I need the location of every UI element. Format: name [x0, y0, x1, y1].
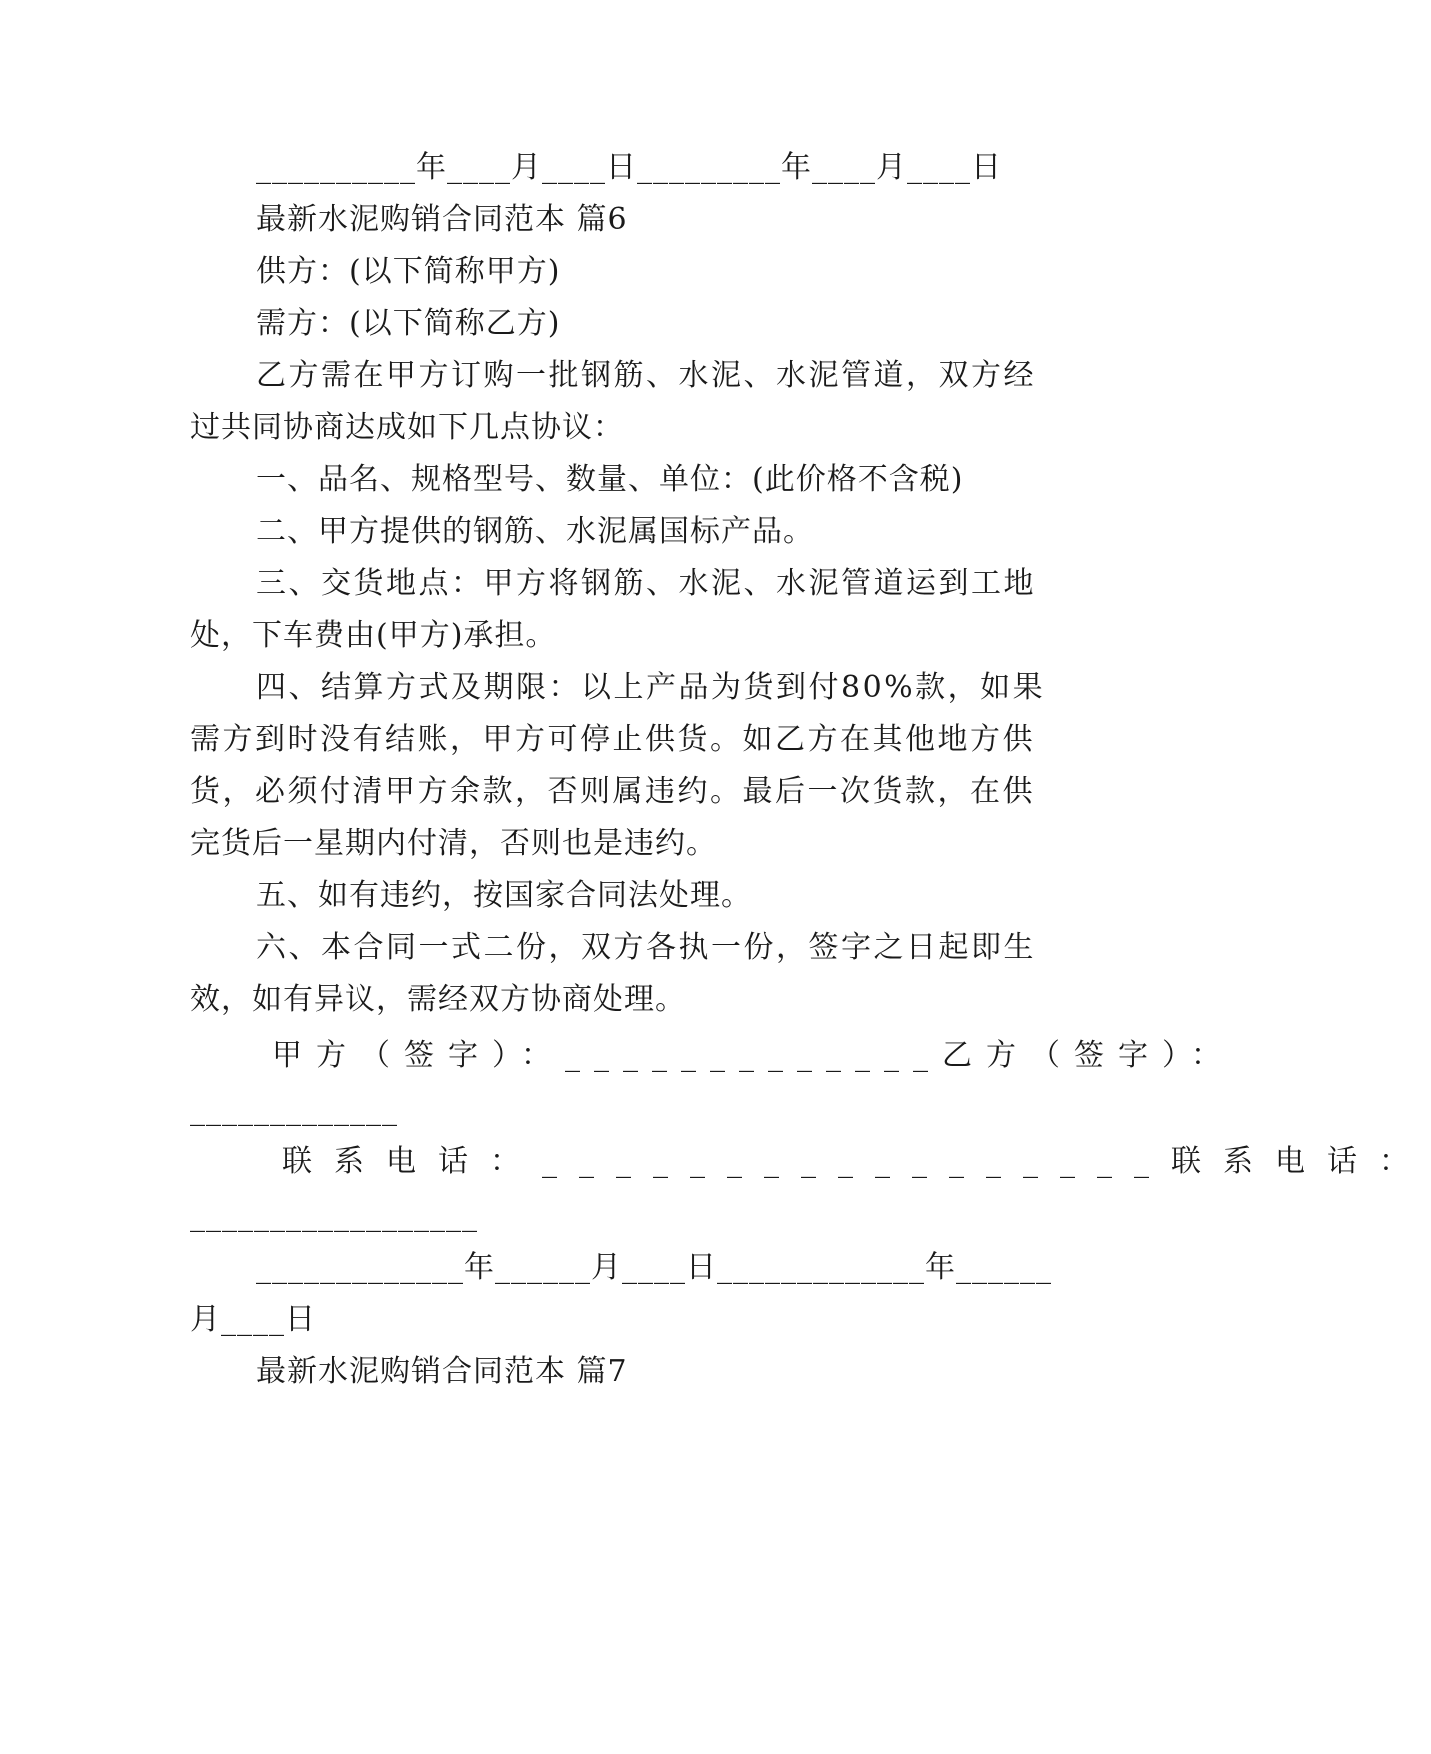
- clause-3: 三、交货地点：甲方将钢筋、水泥、水泥管道运到工地: [256, 566, 1036, 601]
- section-heading: 最新水泥购销合同范本 篇7: [256, 1354, 628, 1389]
- phone-blank: __________________: [190, 1198, 478, 1233]
- signature-blank: _____________: [190, 1092, 398, 1127]
- clause-4: 四、结算方式及期限：以上产品为货到付80%款，如果: [256, 670, 1046, 705]
- clause-6: 六、本合同一式二份，双方各执一份，签字之日起即生: [256, 930, 1036, 965]
- phone-line: 联系电话：_________________联系电话：: [282, 1144, 1431, 1179]
- clause-6-cont: 效，如有异议，需经双方协商处理。: [190, 982, 686, 1017]
- clause-4-cont: 需方到时没有结账，甲方可停止供货。如乙方在其他地方供: [190, 722, 1035, 757]
- supplier-line: 供方：(以下简称甲方): [256, 254, 561, 289]
- paragraph-line: 过共同协商达成如下几点协议：: [190, 410, 624, 445]
- date-line: __________年____月____日_________年____月____日: [256, 150, 1002, 185]
- clause-4-cont: 货，必须付清甲方余款，否则属违约。最后一次货款，在供: [190, 774, 1035, 809]
- section-heading: 最新水泥购销合同范本 篇6: [256, 202, 628, 237]
- clause-2: 二、甲方提供的钢筋、水泥属国标产品。: [256, 514, 814, 549]
- clause-3-cont: 处，下车费由(甲方)承担。: [190, 618, 557, 653]
- buyer-line: 需方：(以下简称乙方): [256, 306, 561, 341]
- clause-1: 一、品名、规格型号、数量、单位：(此价格不含税): [256, 462, 964, 497]
- paragraph-line: 乙方需在甲方订购一批钢筋、水泥、水泥管道，双方经: [256, 358, 1036, 393]
- date-line: _____________年______月____日_____________年______: [256, 1250, 1052, 1285]
- date-line-cont: 月____日: [190, 1302, 316, 1337]
- clause-4-cont: 完货后一星期内付清，否则也是违约。: [190, 826, 717, 861]
- clause-5: 五、如有违约，按国家合同法处理。: [256, 878, 752, 913]
- signature-line: 甲方（签字）：_____________乙方（签字）：: [272, 1038, 1235, 1073]
